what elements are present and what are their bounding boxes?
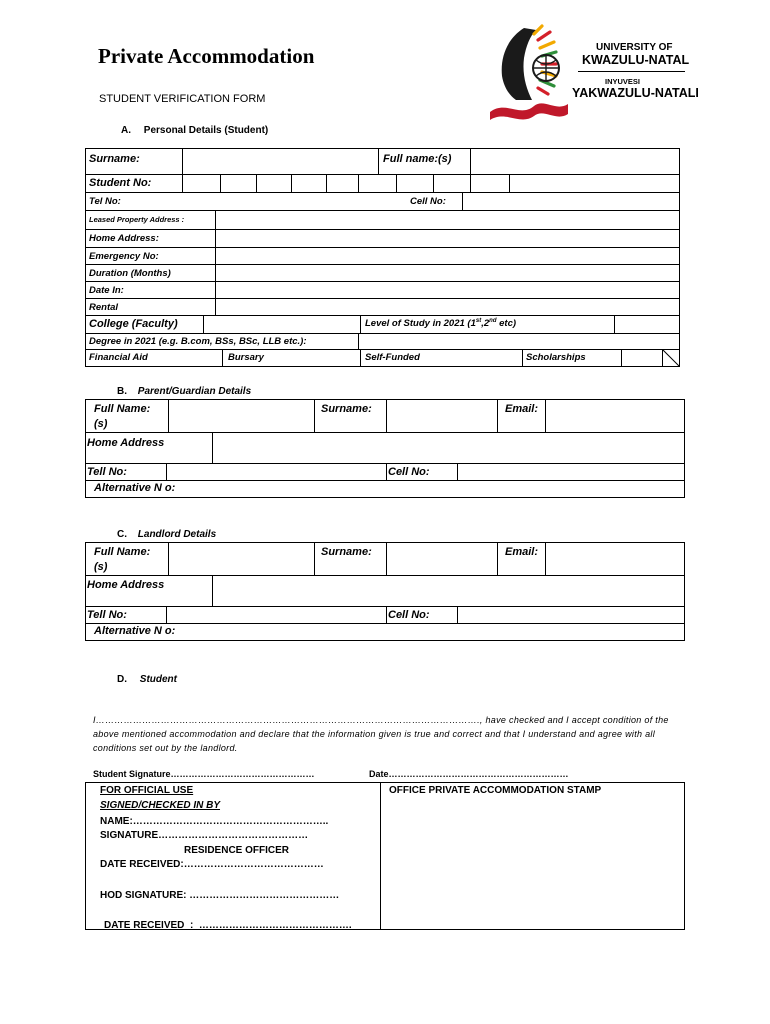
logo-text-yakwazulu-natali: YAKWAZULU-NATALI <box>572 86 699 100</box>
label-surname: Surname: <box>89 153 140 165</box>
duration-input[interactable] <box>216 265 678 280</box>
logo-text-inyuvesi: INYUVESI <box>605 77 641 86</box>
label-self-funded: Self-Funded <box>365 352 420 363</box>
date-line[interactable]: Date…………………………………………………… <box>369 769 569 779</box>
label-duration: Duration (Months) <box>89 268 171 279</box>
residence-officer: RESIDENCE OFFICER <box>184 845 290 856</box>
office-stamp-label: OFFICE PRIVATE ACCOMMODATION STAMP <box>389 785 602 796</box>
section-a-heading <box>121 125 268 136</box>
hod-signature-line[interactable]: HOD SIGNATURE: ……………………………………… <box>100 890 340 901</box>
section-b-heading <box>117 386 251 397</box>
c-label-cell-no: Cell No: <box>388 609 430 621</box>
office-signature-line[interactable]: SIGNATURE……………………………………… <box>100 830 309 841</box>
label-student-no: Student No: <box>89 177 152 189</box>
c-alternative-no-input[interactable] <box>190 624 683 639</box>
self-funded-checkbox[interactable] <box>461 350 521 365</box>
c-label-alternative-no: Alternative N o: <box>94 625 176 637</box>
b-cell-no-input[interactable] <box>458 464 683 479</box>
c-cell-no-input[interactable] <box>458 607 683 622</box>
cell-no-input[interactable] <box>463 193 678 209</box>
b-email-input[interactable] <box>546 400 683 431</box>
signed-checked-in-by: SIGNED/CHECKED IN BY <box>100 800 221 811</box>
page-title: Private Accommodation <box>98 44 315 68</box>
section-b-letter: B. <box>117 386 127 397</box>
leased-address-input[interactable] <box>216 211 678 228</box>
c-label-surname: Surname: <box>321 546 372 558</box>
c-label-home-address: Home Address <box>87 579 165 591</box>
c-surname-input[interactable] <box>387 543 496 574</box>
b-surname-input[interactable] <box>387 400 496 431</box>
label-cell-no: Cell No: <box>410 196 446 207</box>
scholarships-checkbox[interactable] <box>622 350 661 365</box>
bursary-checkbox[interactable] <box>300 350 359 365</box>
home-address-input[interactable] <box>216 230 678 246</box>
c-full-name-input[interactable] <box>169 543 313 574</box>
logo-text-kwazulu-natal: KWAZULU-NATAL <box>582 53 690 67</box>
label-degree: Degree in 2021 (e.g. B.com, BSs, BSc, LLB etc.): <box>89 336 307 347</box>
label-scholarships: Scholarships <box>526 352 586 363</box>
label-rental: Rental <box>89 302 119 313</box>
b-label-home-address: Home Address <box>87 437 165 449</box>
tel-no-input[interactable] <box>150 193 400 209</box>
b-label-tell-no: Tell No: <box>87 466 127 478</box>
c-home-address-input[interactable] <box>213 576 683 605</box>
date-received-line[interactable]: DATE RECEIVED:…………………………………… <box>100 859 324 870</box>
for-official-use: FOR OFFICIAL USE <box>100 785 194 796</box>
label-college: College (Faculty) <box>89 318 178 330</box>
date-in-input[interactable] <box>216 282 678 297</box>
c-label-email: Email: <box>505 546 539 558</box>
degree-input[interactable] <box>359 334 678 348</box>
date-received-2-line[interactable]: DATE RECEIVED_:_………………………………………. <box>104 920 352 931</box>
label-home-address: Home Address: <box>89 233 159 244</box>
declaration-text: I……………………………………………………………………………………………………………., have checked and I accept condition of the above mentioned accommodation and declare that the information given is true and correct and that I understand and agree with all conditions set out by the landlord. <box>93 715 669 753</box>
section-d-heading <box>117 674 177 685</box>
section-d-title: Student <box>139 674 177 685</box>
section-c-title: Landlord Details <box>137 529 217 540</box>
b-alternative-no-input[interactable] <box>190 481 683 496</box>
label-tel-no: Tel No: <box>89 196 121 207</box>
logo-divider <box>578 71 685 72</box>
section-c-letter: C. <box>117 529 127 540</box>
b-full-name-input[interactable] <box>169 400 313 431</box>
section-c-heading <box>117 529 216 540</box>
b-tell-no-input[interactable] <box>167 464 385 479</box>
label-emergency-no: Emergency No: <box>89 251 159 262</box>
c-label-tell-no: Tell No: <box>87 609 127 621</box>
level-of-study-input[interactable] <box>615 316 678 332</box>
full-name-input[interactable] <box>471 149 678 173</box>
ukzn-logo <box>486 24 686 122</box>
c-label-full-name: Full Name: <box>94 546 151 558</box>
b-label-email: Email: <box>505 403 539 415</box>
c-email-input[interactable] <box>546 543 683 574</box>
financial-aid-checkbox[interactable] <box>160 350 221 365</box>
label-leased-address: Leased Property Address : <box>89 215 185 224</box>
b-label-full-name-s: (s) <box>94 418 108 430</box>
section-d-letter: D. <box>117 674 127 685</box>
form-subtitle: STUDENT VERIFICATION FORM <box>99 93 266 105</box>
surname-input[interactable] <box>183 149 377 173</box>
label-financial-aid: Financial Aid <box>89 352 148 363</box>
emergency-no-input[interactable] <box>216 248 678 263</box>
logo-text-university-of: UNIVERSITY OF <box>596 42 673 53</box>
label-full-name: Full name:(s) <box>383 153 452 165</box>
c-tell-no-input[interactable] <box>167 607 385 622</box>
label-level-of-study: Level of Study in 2021 (1st,2nd etc) <box>365 318 517 330</box>
label-date-in: Date In: <box>89 285 124 296</box>
label-bursary: Bursary <box>228 352 264 363</box>
office-name-line[interactable]: NAME:………………………………………………….. <box>100 816 329 827</box>
b-label-cell-no: Cell No: <box>388 466 430 478</box>
b-label-alternative-no: Alternative N o: <box>94 482 176 494</box>
section-a-title: Personal Details (Student) <box>143 125 269 136</box>
section-a-letter: A. <box>121 125 131 136</box>
section-b-title: Parent/Guardian Details <box>137 386 252 397</box>
slash-mark <box>662 349 680 366</box>
b-label-full-name: Full Name: <box>94 403 151 415</box>
b-label-surname: Surname: <box>321 403 372 415</box>
student-no-input[interactable] <box>183 175 678 191</box>
college-input[interactable] <box>204 316 359 332</box>
b-home-address-input[interactable] <box>213 433 683 462</box>
rental-input[interactable] <box>216 299 678 314</box>
student-signature-line[interactable]: Student Signature………………………………………… <box>93 769 315 779</box>
shield-logo-icon <box>486 24 571 122</box>
c-label-full-name-s: (s) <box>94 561 108 573</box>
